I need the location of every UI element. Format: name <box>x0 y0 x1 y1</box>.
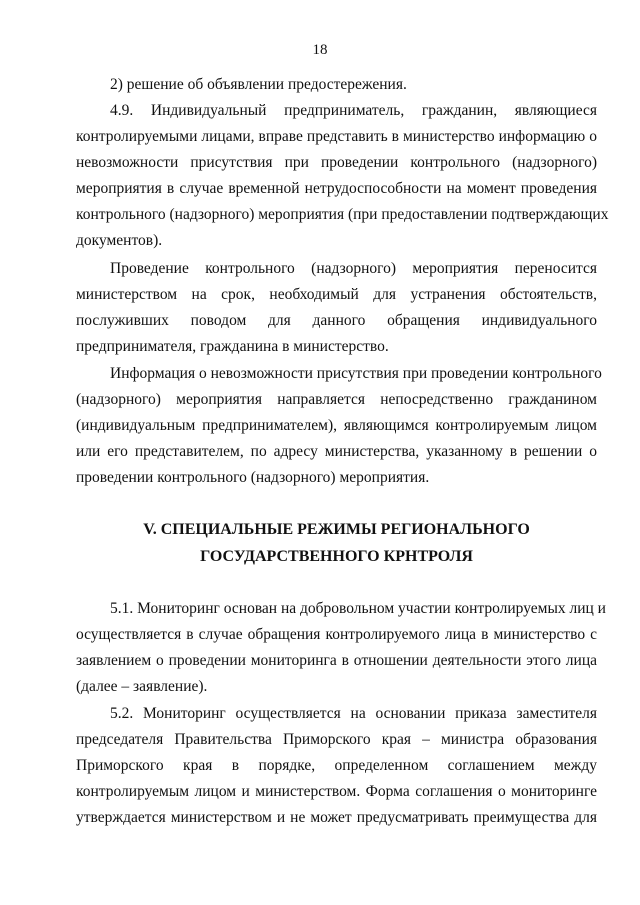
section-heading-line-2: ГОСУДАРСТВЕННОГО КРНТРОЛЯ <box>200 548 473 565</box>
text-line: мероприятия в случае временной нетрудоспособности на момент проведения <box>76 180 597 197</box>
text-line: предпринимателя, гражданина в министерство. <box>76 338 389 355</box>
text-line: 2) решение об объявлении предостережения. <box>110 76 407 93</box>
text-line: (надзорного) мероприятия направляется непосредственно гражданином <box>76 391 597 408</box>
text-line: заявлением о проведении мониторинга в отношении деятельности этого лица <box>76 652 597 669</box>
text-line: контролируемым лицом и министерством. Форма соглашения о мониторинге <box>76 783 597 800</box>
text-line: утверждается министерством и не может предусматривать преимущества для <box>76 809 597 826</box>
text-line: осуществляется в случае обращения контролируемого лица в министерство с <box>76 626 597 643</box>
section-heading-line-1: V. СПЕЦИАЛЬНЫЕ РЕЖИМЫ РЕГИОНАЛЬНОГО <box>143 521 530 538</box>
text-line: или его представителем, по адресу министерства, указанному в решении о <box>76 443 597 460</box>
text-line: Проведение контрольного (надзорного) мероприятия переносится <box>110 260 597 277</box>
text-line: невозможности присутствия при проведении контрольного (надзорного) <box>76 154 597 171</box>
text-line: Приморского края в порядке, определенном соглашением между <box>76 757 597 774</box>
text-line: Информация о невозможности присутствия при проведении контрольного <box>110 365 602 382</box>
text-line: председателя Правительства Приморского края – министра образования <box>76 731 597 748</box>
text-line: контрольного (надзорного) мероприятия (при предоставлении подтверждающих <box>76 206 609 223</box>
text-line: (индивидуальным предпринимателем), являющимся контролируемым лицом <box>76 417 597 434</box>
text-line: проведении контрольного (надзорного) мероприятия. <box>76 469 430 486</box>
page-number: 18 <box>312 42 328 58</box>
text-line: 5.2. Мониторинг осуществляется на основании приказа заместителя <box>110 705 597 722</box>
text-line: 4.9. Индивидуальный предприниматель, гражданин, являющиеся <box>110 102 597 119</box>
text-line: контролируемыми лицами, вправе представить в министерство информацию о <box>76 128 597 145</box>
text-line: министерством на срок, необходимый для устранения обстоятельств, <box>76 286 597 303</box>
text-line: послуживших поводом для данного обращения индивидуального <box>76 312 597 329</box>
text-line: (далее – заявление). <box>76 678 208 695</box>
text-line: 5.1. Мониторинг основан на добровольном участии контролируемых лиц и <box>110 600 606 617</box>
text-line: документов). <box>76 232 163 249</box>
